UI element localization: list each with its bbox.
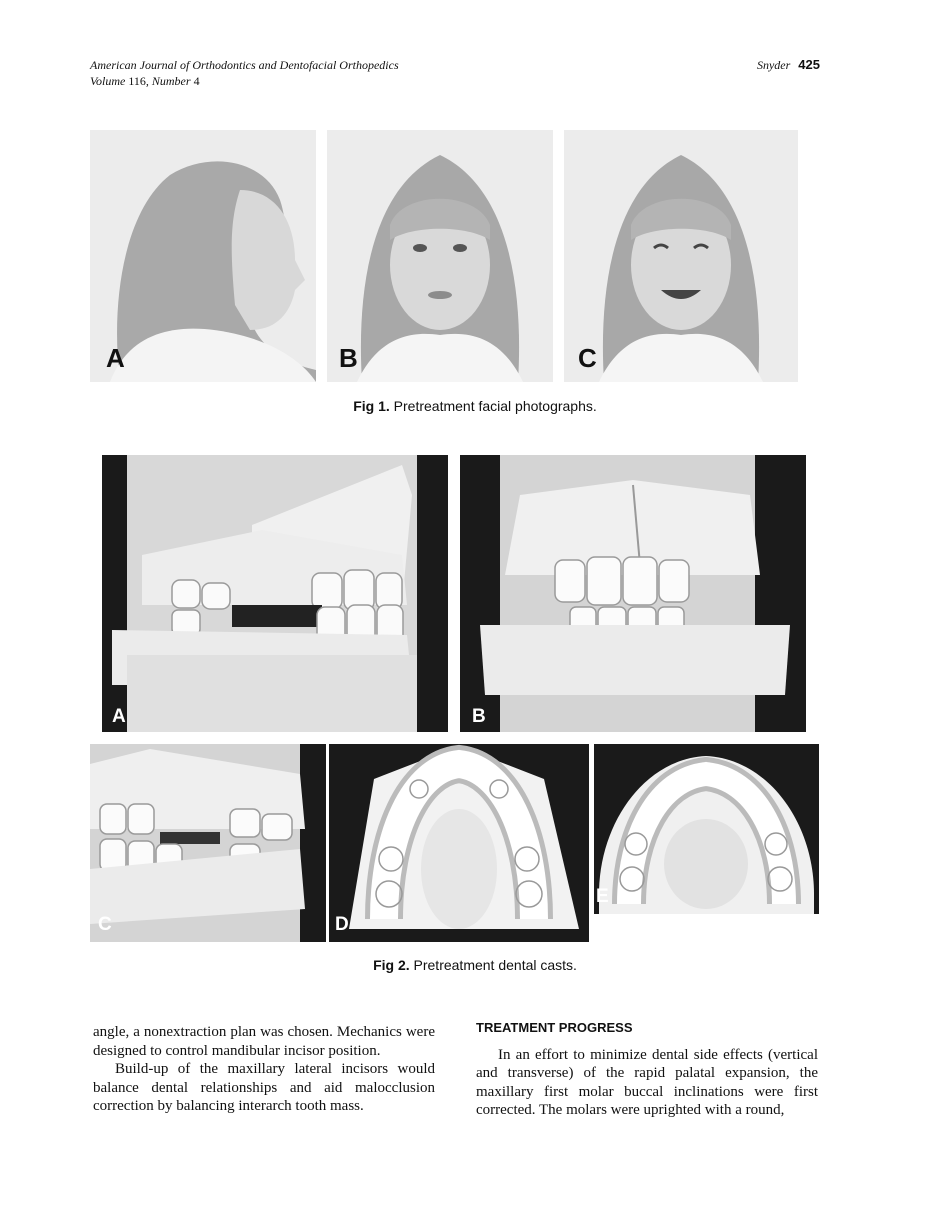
fig2-panel-label-d: D xyxy=(335,914,349,935)
fig1-panel-label-c: C xyxy=(578,343,597,373)
header-right xyxy=(757,57,820,73)
fig2-caption-text: Pretreatment dental casts. xyxy=(413,957,577,973)
volume-line: Volume 116, Number 4 xyxy=(90,74,200,88)
page-number: 425 xyxy=(798,57,820,72)
issue-number: 4 xyxy=(193,74,200,88)
fig1-panel-label-b: B xyxy=(339,343,358,373)
fig2-cast-frontal xyxy=(460,455,806,732)
fig2-cast-maxillary-occlusal xyxy=(329,744,589,942)
number-label: Number xyxy=(151,74,191,88)
author-name: Snyder xyxy=(756,58,791,72)
fig2-cast-right-lateral xyxy=(102,455,448,732)
fig2-panel-label-e: E xyxy=(596,886,609,907)
fig2-caption-label: Fig 2. xyxy=(373,957,410,973)
volume-label: Volume xyxy=(90,74,126,88)
body-paragraph: angle, a nonextraction plan was chosen. Mechanics were designed to control mandibular incisor position. xyxy=(93,1024,435,1059)
fig2-panel-label-c: C xyxy=(98,914,112,935)
body-paragraph: Build-up of the maxillary lateral incisors would balance dental relationships and aid malocclusion correction by balancing interarch tooth mass. xyxy=(93,1061,435,1114)
body-column-left xyxy=(93,1023,435,1116)
fig1-panel-label-a: A xyxy=(106,343,125,373)
body-paragraph: In an effort to minimize dental side effects (vertical and transverse) of the rapid palatal expansion, the maxillary first molar buccal inclinations were first corrected. The molars were uprighted with a round, xyxy=(476,1046,818,1118)
body-column-right xyxy=(476,1019,818,1120)
fig2-caption xyxy=(0,957,950,973)
fig2-panel-label-b: B xyxy=(472,706,486,727)
journal-title: American Journal of Orthodontics and Dentofacial Orthopedics xyxy=(90,58,399,72)
section-heading: TREATMENT PROGRESS xyxy=(476,1020,633,1035)
fig2-cast-mandibular-occlusal xyxy=(594,744,819,914)
fig1-caption xyxy=(0,398,950,414)
volume-number: 116 xyxy=(128,74,146,88)
fig1-caption-text: Pretreatment facial photographs. xyxy=(393,398,597,414)
fig1-photo-smiling xyxy=(564,130,798,382)
fig1-photo-frontal xyxy=(327,130,553,382)
fig2-panel-label-a: A xyxy=(112,706,126,727)
fig2-cast-left-lateral xyxy=(90,744,326,942)
fig1-photo-profile xyxy=(90,130,316,382)
fig1-caption-label: Fig 1. xyxy=(353,398,390,414)
running-header xyxy=(90,57,820,89)
